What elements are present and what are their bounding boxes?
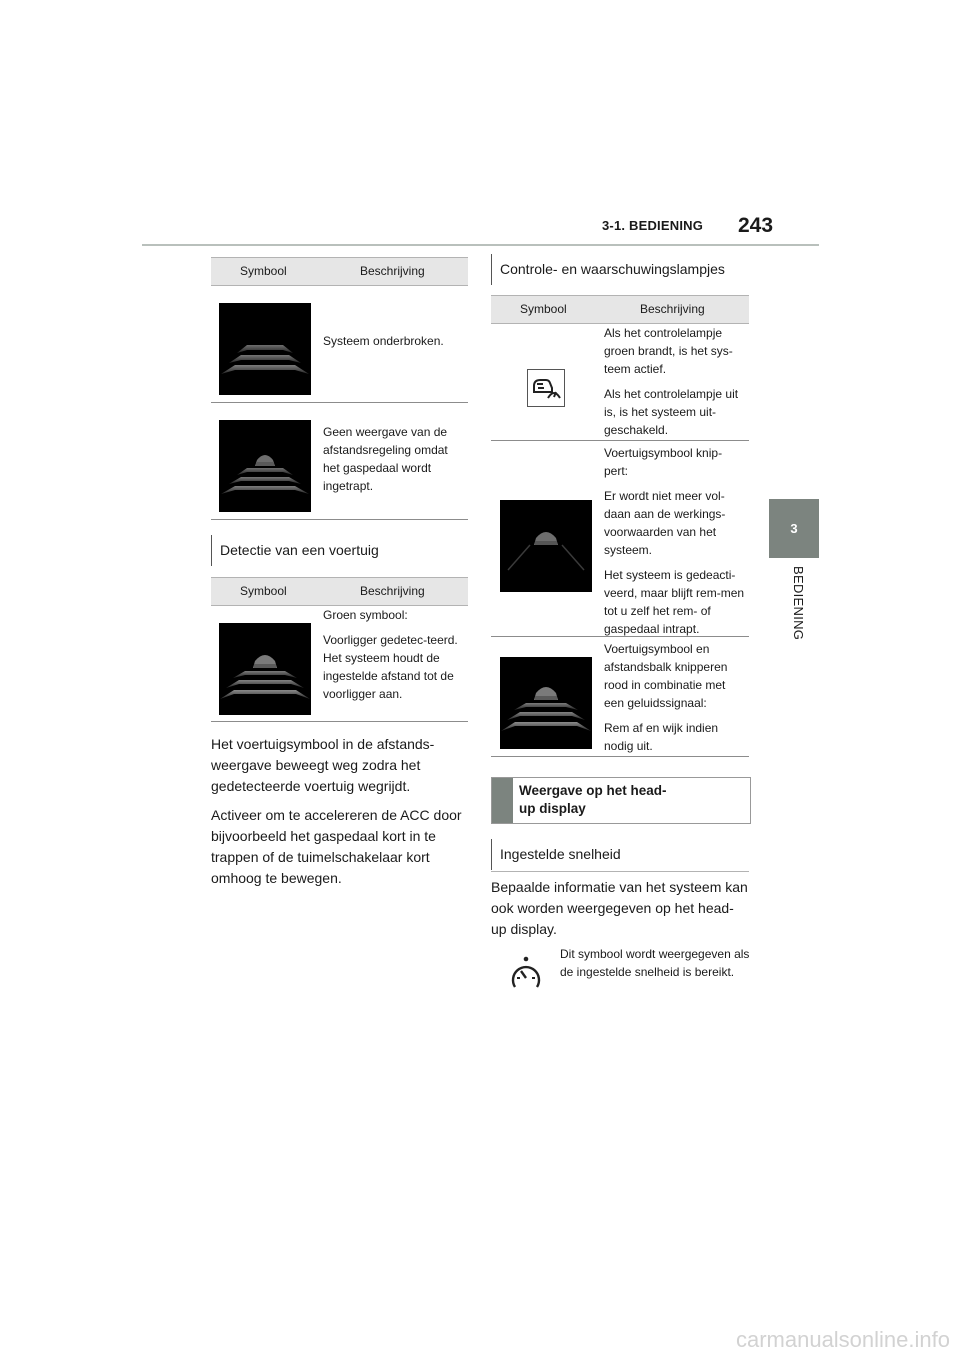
hud-section-bar: [492, 778, 513, 823]
speed-icon-description: Dit symbool wordt weergegeven als de ingestelde snelheid is bereikt.: [560, 947, 750, 979]
description-cell: Systeem onderbroken.: [323, 334, 444, 348]
table-header: [211, 577, 468, 606]
vehicle-detected-image: [219, 623, 311, 715]
row-divider: [211, 721, 468, 722]
speed-body-text: Bepaalde informatie van het systeem kan ook worden weergegeven op het head-up display.: [491, 879, 748, 937]
table-header: [491, 295, 749, 324]
vehicle-and-distance-bar-flashing-image: [500, 657, 592, 749]
description-cell: Voertuigsymbool knip-pert: Er wordt niet meer vol-daan aan de werkings-voorwaarden van het systeem. Het systeem is gedeacti-veerd, maar blijft rem-men tot u zelf het rem- of gaspedaal intrapt.: [604, 446, 745, 636]
description-cell: Groen symbool: Voorligger gedetec-teerd. Het systeem houdt de ingestelde afstand tot de voorligger aan.: [323, 608, 458, 701]
row-divider: [211, 402, 468, 403]
chapter-label: BEDIENING: [791, 566, 806, 641]
row-divider: [491, 756, 749, 757]
speedometer-icon: [508, 956, 544, 992]
distance-display-interrupted-image: [219, 303, 311, 395]
chapter-number: 3: [790, 521, 798, 536]
hud-section-box: [491, 777, 751, 824]
column-description: Beschrijving: [640, 302, 705, 316]
section-title-detection: Detectie van een voertuig: [211, 535, 460, 566]
row-divider: [211, 519, 468, 520]
table-header: [211, 257, 468, 286]
page-number: 243: [738, 214, 774, 237]
hud-section-title: Weergave op het head-up display: [519, 783, 667, 816]
description-cell: Voertuigsymbool en afstandsbalk knipperen rood in combinatie met een geluidssignaal: Rem af en wijk indien nodig uit.: [604, 642, 728, 753]
distance-display-accelerating-image: [219, 420, 311, 512]
section-title-speed: Ingestelde snelheid: [491, 839, 750, 870]
section-divider: [491, 871, 749, 872]
column-symbol: Symbool: [520, 302, 567, 316]
column-description: Beschrijving: [360, 584, 425, 598]
row-divider: [491, 440, 749, 441]
vehicle-symbol-flashing-image: [500, 500, 592, 592]
description-cell: Als het controlelampje groen brandt, is het sys-teem actief. Als het controlelampje uit is, is het systeem uit-geschakeld.: [604, 326, 739, 437]
body-paragraphs: Het voertuigsymbool in de afstands-weergave beweegt weg zodra het gedetecteerde voertuig wegrijdt. Activeer om te accelereren de ACC door bijvoorbeeld het gaspedaal kort in te trappen of de tuimelschakelaar kort omhoog te bewegen.: [211, 736, 462, 886]
chapter-tab: [769, 499, 819, 558]
column-description: Beschrijving: [360, 264, 425, 278]
acc-indicator-icon: [527, 369, 565, 407]
header-rule: [142, 244, 819, 246]
row-divider: [491, 636, 749, 637]
column-symbol: Symbool: [240, 584, 287, 598]
section-header: 3-1. BEDIENING: [602, 218, 704, 233]
watermark: carmanualsonline.info: [735, 1327, 950, 1352]
description-cell: Geen weergave van de afstandsregeling omdat het gaspedaal wordt ingetrapt.: [323, 425, 448, 493]
column-symbol: Symbool: [240, 264, 287, 278]
section-title-lamps: Controle- en waarschuwingslampjes: [491, 254, 750, 285]
